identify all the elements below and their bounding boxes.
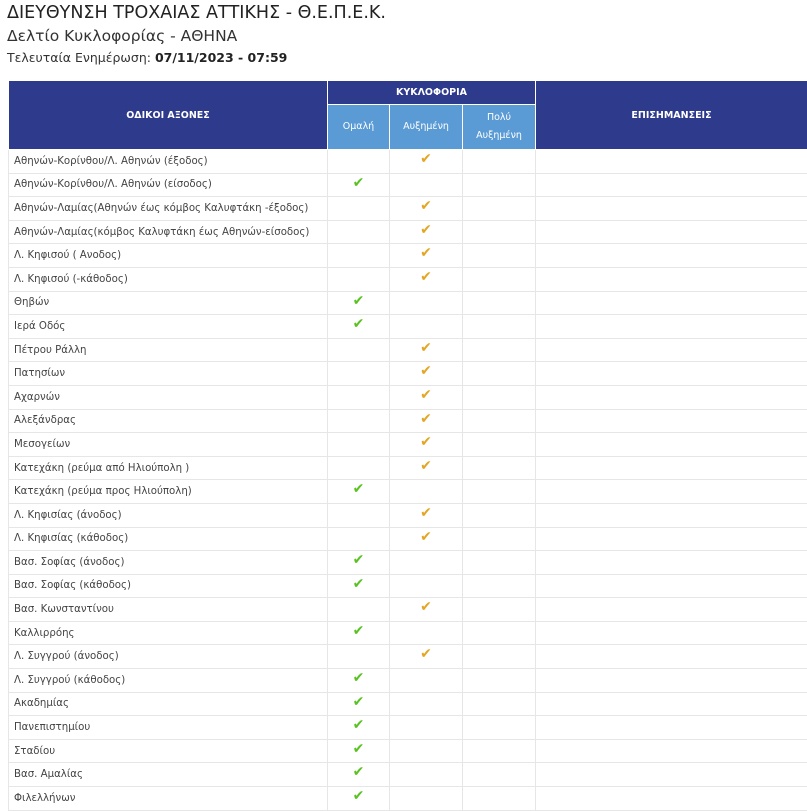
table-row <box>9 173 807 197</box>
notes-cell <box>536 456 807 480</box>
road-name: Ιερά Οδός <box>9 315 328 339</box>
column-header-notes: ΕΠΙΣΗΜΑΝΣΕΙΣ <box>536 81 807 150</box>
check-icon: ✔ <box>420 364 432 378</box>
notes-cell <box>536 220 807 244</box>
status-cell-normal <box>328 598 390 622</box>
table-row <box>9 621 807 645</box>
table-row <box>9 527 807 551</box>
last-updated-value: 07/11/2023 - 07:59 <box>155 50 287 65</box>
check-icon: ✔ <box>353 294 365 308</box>
status-cell-very-increased <box>463 598 536 622</box>
status-cell-normal <box>328 220 390 244</box>
notes-cell <box>536 267 807 291</box>
check-icon: ✔ <box>353 789 365 803</box>
road-name: Αθηνών-Λαμίας(κόμβος Καλυφτάκη έως Αθηνών-είσοδος) <box>9 220 328 244</box>
road-name: Λ. Κηφισίας (άνοδος) <box>9 503 328 527</box>
status-cell-normal <box>328 197 390 221</box>
notes-cell <box>536 197 807 221</box>
table-row <box>9 692 807 716</box>
check-icon: ✔ <box>353 718 365 732</box>
status-cell-increased <box>390 291 463 315</box>
table-row <box>9 551 807 575</box>
notes-cell <box>536 645 807 669</box>
notes-cell <box>536 385 807 409</box>
status-cell-increased <box>390 645 463 669</box>
table-row <box>9 739 807 763</box>
notes-cell <box>536 621 807 645</box>
check-icon: ✔ <box>420 341 432 355</box>
status-cell-increased <box>390 150 463 174</box>
notes-cell <box>536 716 807 740</box>
column-header-increased: Αυξημένη <box>390 105 463 150</box>
column-header-very-increased-line2: Αυξημένη <box>476 130 522 141</box>
road-name: Πέτρου Ράλλη <box>9 338 328 362</box>
road-name: Πατησίων <box>9 362 328 386</box>
check-icon: ✔ <box>420 388 432 402</box>
road-name: Λ. Κηφισού (-κάθοδος) <box>9 267 328 291</box>
status-cell-normal <box>328 739 390 763</box>
notes-cell <box>536 338 807 362</box>
table-row <box>9 362 807 386</box>
road-name: Βασ. Κωνσταντίνου <box>9 598 328 622</box>
page-title: ΔΙΕΥΘΥΝΣΗ ΤΡΟΧΑΙΑΣ ΑΤΤΙΚΗΣ - Θ.Ε.Π.Ε.Κ. <box>7 2 807 24</box>
notes-cell <box>536 739 807 763</box>
table-row <box>9 716 807 740</box>
notes-cell <box>536 669 807 693</box>
status-cell-increased <box>390 244 463 268</box>
status-cell-increased <box>390 787 463 811</box>
status-cell-increased <box>390 716 463 740</box>
check-icon: ✔ <box>353 624 365 638</box>
check-icon: ✔ <box>420 459 432 473</box>
check-icon: ✔ <box>420 152 432 166</box>
status-cell-normal <box>328 173 390 197</box>
status-cell-normal <box>328 551 390 575</box>
table-row <box>9 197 807 221</box>
status-cell-increased <box>390 527 463 551</box>
status-cell-increased <box>390 574 463 598</box>
status-cell-increased <box>390 315 463 339</box>
status-cell-increased <box>390 598 463 622</box>
column-header-traffic: ΚΥΚΛΟΦΟΡΙΑ <box>328 81 536 105</box>
status-cell-increased <box>390 621 463 645</box>
check-icon: ✔ <box>420 412 432 426</box>
status-cell-normal <box>328 267 390 291</box>
status-cell-normal <box>328 787 390 811</box>
check-icon: ✔ <box>353 577 365 591</box>
status-cell-normal <box>328 456 390 480</box>
column-header-very-increased <box>463 105 536 150</box>
status-cell-very-increased <box>463 551 536 575</box>
notes-cell <box>536 315 807 339</box>
table-header <box>9 81 807 150</box>
table-row <box>9 291 807 315</box>
status-cell-normal <box>328 692 390 716</box>
table-row <box>9 150 807 174</box>
road-name: Φιλελλήνων <box>9 787 328 811</box>
table-row <box>9 315 807 339</box>
road-name: Λ. Κηφισού ( Ανοδος) <box>9 244 328 268</box>
status-cell-very-increased <box>463 267 536 291</box>
status-cell-increased <box>390 480 463 504</box>
status-cell-normal <box>328 409 390 433</box>
road-name: Βασ. Αμαλίας <box>9 763 328 787</box>
status-cell-increased <box>390 267 463 291</box>
check-icon: ✔ <box>420 506 432 520</box>
status-cell-increased <box>390 385 463 409</box>
status-cell-very-increased <box>463 315 536 339</box>
status-cell-increased <box>390 409 463 433</box>
road-name: Αλεξάνδρας <box>9 409 328 433</box>
status-cell-very-increased <box>463 787 536 811</box>
status-cell-normal <box>328 763 390 787</box>
table-row <box>9 244 807 268</box>
table-row <box>9 220 807 244</box>
table-row <box>9 787 807 811</box>
table-row <box>9 669 807 693</box>
status-cell-very-increased <box>463 220 536 244</box>
status-cell-very-increased <box>463 291 536 315</box>
status-cell-normal <box>328 716 390 740</box>
status-cell-very-increased <box>463 763 536 787</box>
status-cell-increased <box>390 503 463 527</box>
check-icon: ✔ <box>353 176 365 190</box>
road-name: Μεσογείων <box>9 433 328 457</box>
column-header-very-increased-line1: Πολύ <box>487 112 511 123</box>
status-cell-normal <box>328 621 390 645</box>
column-header-normal: Ομαλή <box>328 105 390 150</box>
notes-cell <box>536 598 807 622</box>
road-name: Πανεπιστημίου <box>9 716 328 740</box>
status-cell-very-increased <box>463 739 536 763</box>
status-cell-increased <box>390 739 463 763</box>
status-cell-very-increased <box>463 456 536 480</box>
status-cell-normal <box>328 480 390 504</box>
road-name: Λ. Κηφισίας (κάθοδος) <box>9 527 328 551</box>
status-cell-very-increased <box>463 197 536 221</box>
table-row <box>9 503 807 527</box>
status-cell-normal <box>328 291 390 315</box>
status-cell-very-increased <box>463 669 536 693</box>
road-name: Λ. Συγγρού (άνοδος) <box>9 645 328 669</box>
road-name: Βασ. Σοφίας (άνοδος) <box>9 551 328 575</box>
status-cell-normal <box>328 315 390 339</box>
notes-cell <box>536 409 807 433</box>
status-cell-increased <box>390 338 463 362</box>
last-updated <box>7 48 807 67</box>
road-name: Αθηνών-Κορίνθου/Λ. Αθηνών (είσοδος) <box>9 173 328 197</box>
status-cell-very-increased <box>463 244 536 268</box>
notes-cell <box>536 173 807 197</box>
check-icon: ✔ <box>353 765 365 779</box>
table-row <box>9 433 807 457</box>
check-icon: ✔ <box>420 435 432 449</box>
status-cell-very-increased <box>463 621 536 645</box>
check-icon: ✔ <box>420 270 432 284</box>
road-name: Λ. Συγγρού (κάθοδος) <box>9 669 328 693</box>
status-cell-normal <box>328 244 390 268</box>
status-cell-increased <box>390 197 463 221</box>
page-header <box>0 0 807 67</box>
status-cell-increased <box>390 763 463 787</box>
status-cell-normal <box>328 433 390 457</box>
status-cell-very-increased <box>463 150 536 174</box>
table-row <box>9 456 807 480</box>
check-icon: ✔ <box>353 553 365 567</box>
status-cell-very-increased <box>463 385 536 409</box>
table-row <box>9 480 807 504</box>
status-cell-increased <box>390 362 463 386</box>
road-name: Κατεχάκη (ρεύμα προς Ηλιούπολη) <box>9 480 328 504</box>
status-cell-very-increased <box>463 716 536 740</box>
table-row <box>9 409 807 433</box>
table-row <box>9 338 807 362</box>
check-icon: ✔ <box>420 530 432 544</box>
check-icon: ✔ <box>420 600 432 614</box>
notes-cell <box>536 574 807 598</box>
road-name: Σταδίου <box>9 739 328 763</box>
notes-cell <box>536 692 807 716</box>
road-name: Καλλιρρόης <box>9 621 328 645</box>
status-cell-very-increased <box>463 362 536 386</box>
status-cell-very-increased <box>463 480 536 504</box>
table-row <box>9 385 807 409</box>
status-cell-very-increased <box>463 692 536 716</box>
check-icon: ✔ <box>353 317 365 331</box>
road-name: Αχαρνών <box>9 385 328 409</box>
notes-cell <box>536 362 807 386</box>
status-cell-very-increased <box>463 338 536 362</box>
column-header-roads: ΟΔΙΚΟΙ ΑΞΟΝΕΣ <box>9 81 328 150</box>
status-cell-normal <box>328 150 390 174</box>
status-cell-normal <box>328 385 390 409</box>
road-name: Ακαδημίας <box>9 692 328 716</box>
status-cell-increased <box>390 173 463 197</box>
status-cell-increased <box>390 220 463 244</box>
status-cell-very-increased <box>463 173 536 197</box>
table-row <box>9 598 807 622</box>
table-row <box>9 763 807 787</box>
notes-cell <box>536 527 807 551</box>
notes-cell <box>536 291 807 315</box>
traffic-table <box>8 80 807 811</box>
status-cell-very-increased <box>463 645 536 669</box>
notes-cell <box>536 551 807 575</box>
last-updated-label: Τελευταία Ενημέρωση: <box>7 50 151 65</box>
check-icon: ✔ <box>420 199 432 213</box>
road-name: Βασ. Σοφίας (κάθοδος) <box>9 574 328 598</box>
check-icon: ✔ <box>353 695 365 709</box>
check-icon: ✔ <box>353 482 365 496</box>
check-icon: ✔ <box>420 223 432 237</box>
notes-cell <box>536 244 807 268</box>
status-cell-very-increased <box>463 574 536 598</box>
notes-cell <box>536 787 807 811</box>
check-icon: ✔ <box>353 671 365 685</box>
check-icon: ✔ <box>420 246 432 260</box>
status-cell-normal <box>328 338 390 362</box>
status-cell-increased <box>390 456 463 480</box>
status-cell-very-increased <box>463 527 536 551</box>
table-row <box>9 574 807 598</box>
notes-cell <box>536 480 807 504</box>
notes-cell <box>536 763 807 787</box>
road-name: Αθηνών-Λαμίας(Αθηνών έως κόμβος Καλυφτάκη -έξοδος) <box>9 197 328 221</box>
status-cell-normal <box>328 645 390 669</box>
status-cell-increased <box>390 692 463 716</box>
status-cell-increased <box>390 669 463 693</box>
table-body <box>9 150 807 811</box>
status-cell-very-increased <box>463 409 536 433</box>
status-cell-increased <box>390 551 463 575</box>
status-cell-normal <box>328 527 390 551</box>
table-row <box>9 645 807 669</box>
status-cell-very-increased <box>463 503 536 527</box>
page-subtitle: Δελτίο Κυκλοφορίας - ΑΘΗΝΑ <box>7 24 807 48</box>
status-cell-very-increased <box>463 433 536 457</box>
status-cell-normal <box>328 362 390 386</box>
status-cell-normal <box>328 503 390 527</box>
table-row <box>9 267 807 291</box>
notes-cell <box>536 433 807 457</box>
status-cell-normal <box>328 574 390 598</box>
road-name: Κατεχάκη (ρεύμα από Ηλιούπολη ) <box>9 456 328 480</box>
status-cell-increased <box>390 433 463 457</box>
check-icon: ✔ <box>353 742 365 756</box>
check-icon: ✔ <box>420 647 432 661</box>
notes-cell <box>536 150 807 174</box>
road-name: Θηβών <box>9 291 328 315</box>
notes-cell <box>536 503 807 527</box>
status-cell-normal <box>328 669 390 693</box>
road-name: Αθηνών-Κορίνθου/Λ. Αθηνών (έξοδος) <box>9 150 328 174</box>
